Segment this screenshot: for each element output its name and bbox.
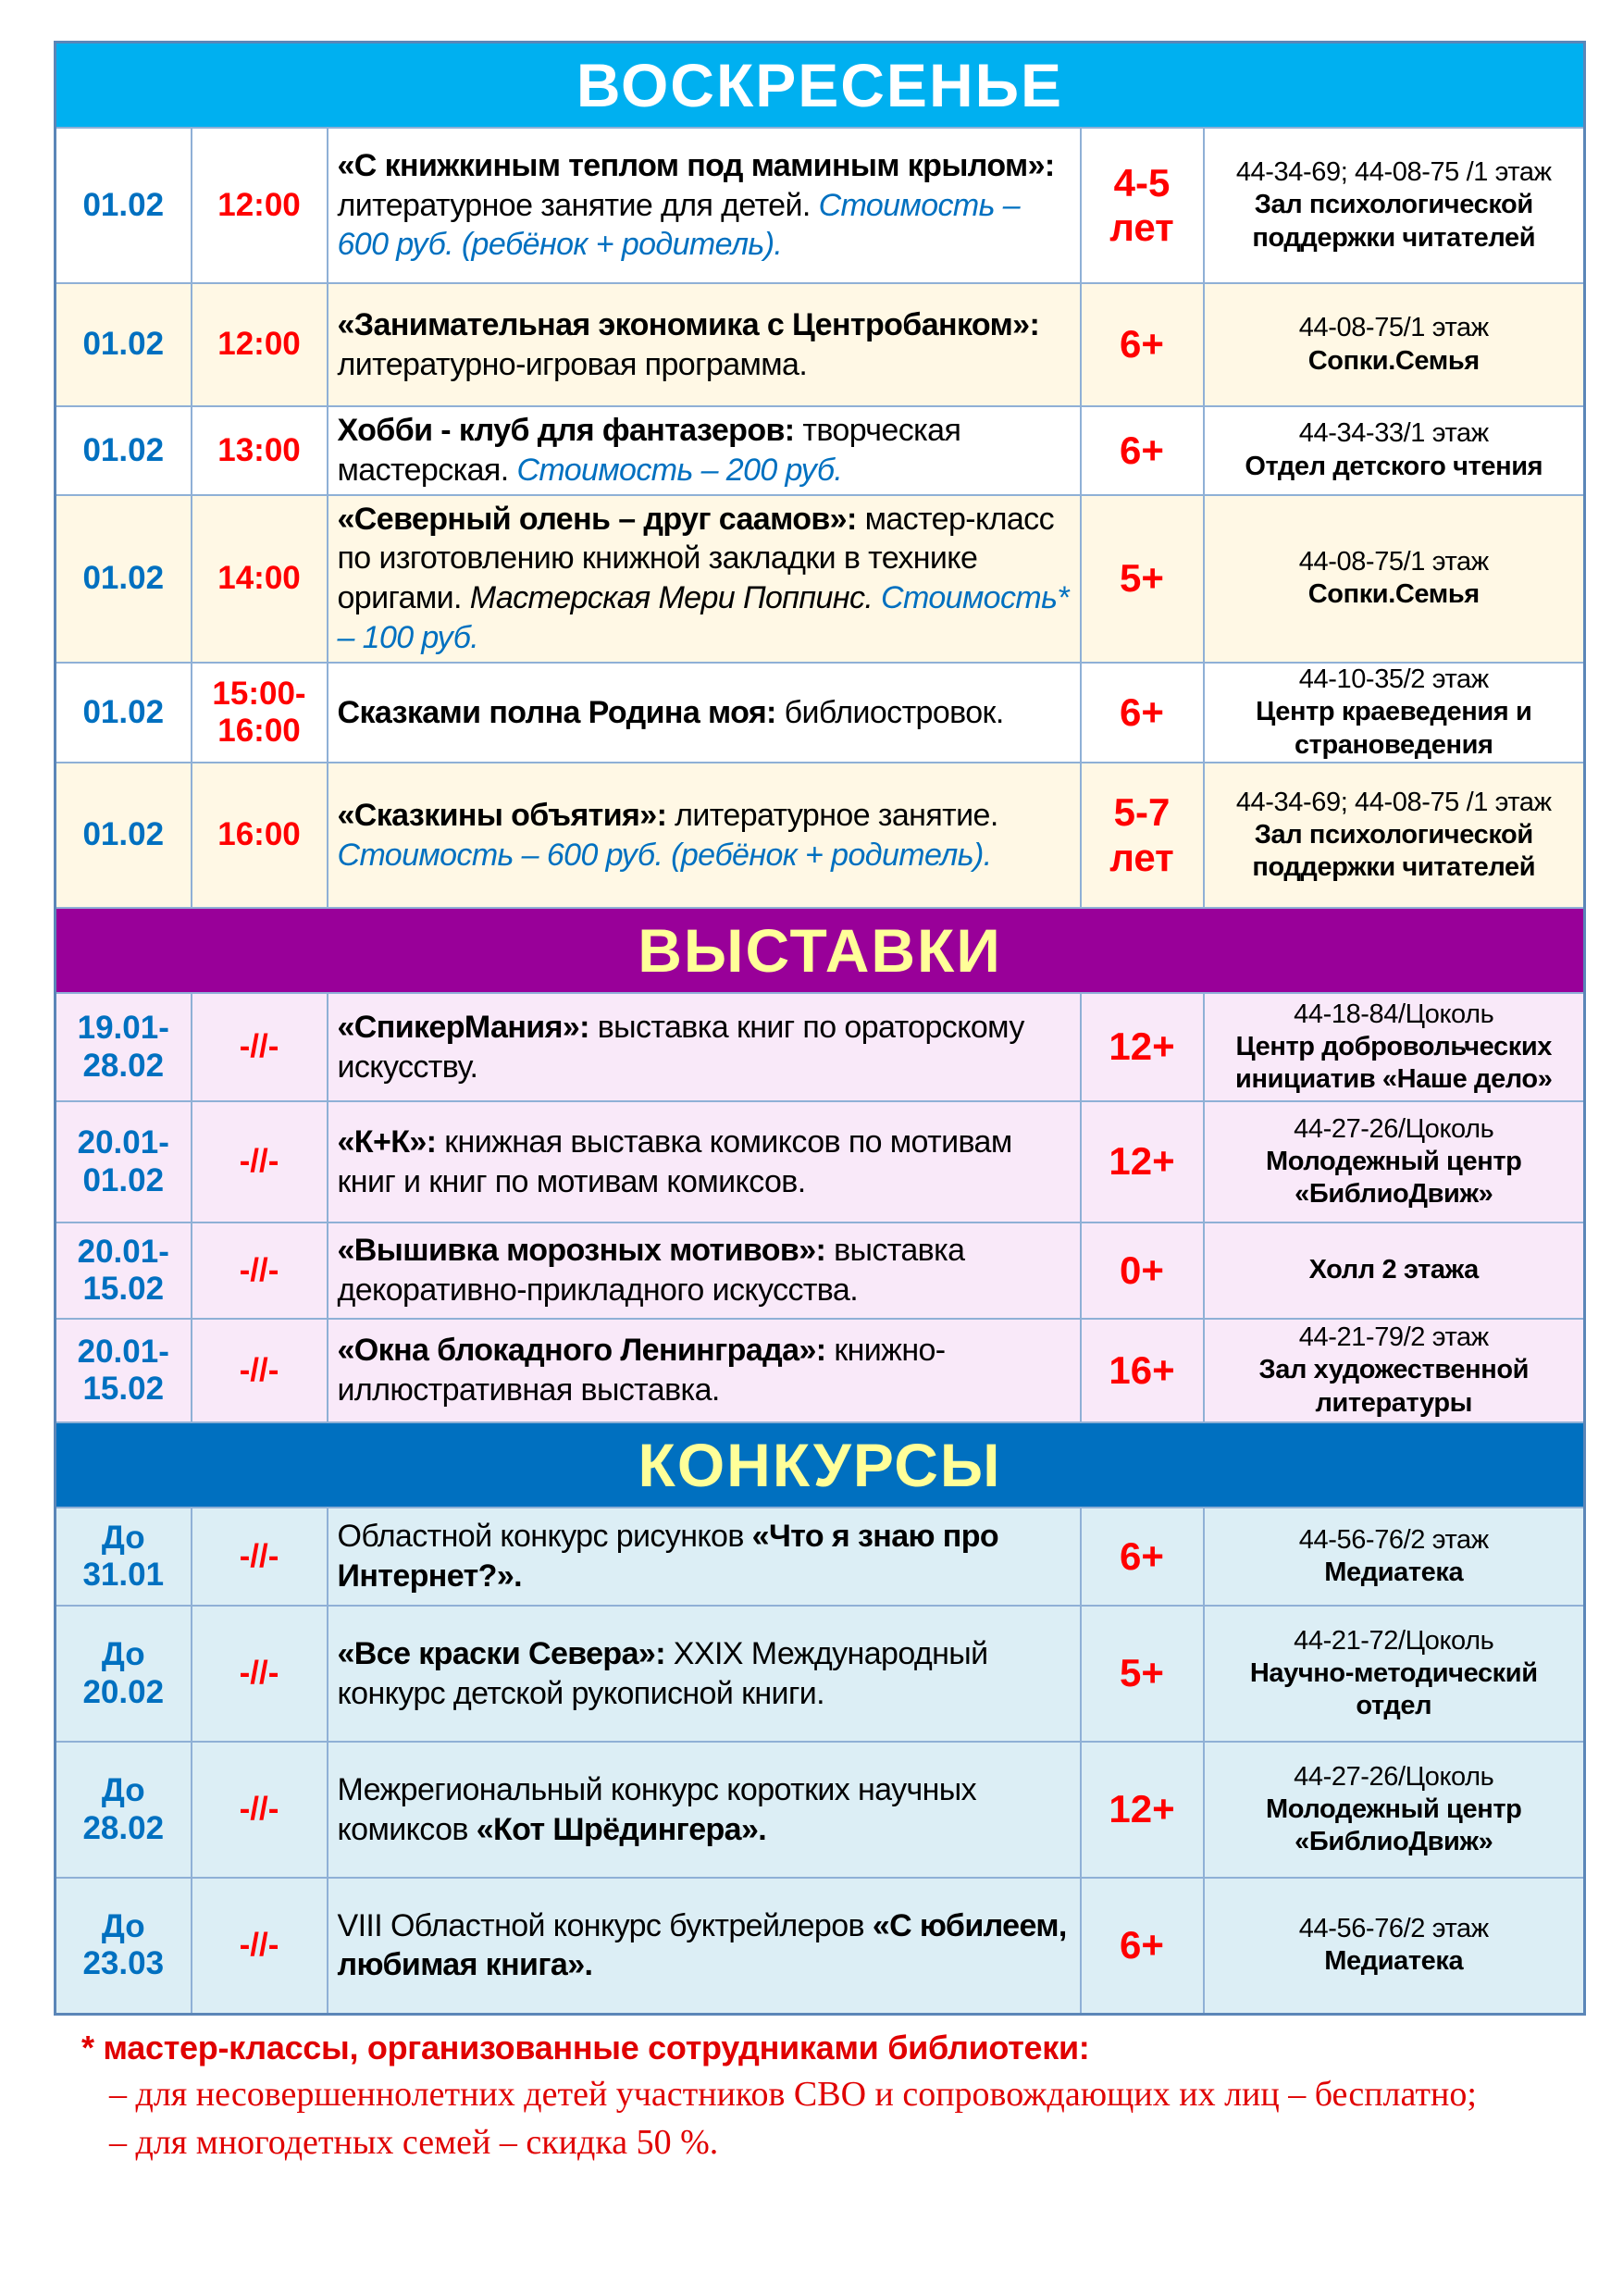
event-description [328, 1878, 1081, 2014]
event-row [56, 1878, 1585, 2014]
event-title: «Окна блокадного Ленинграда»: [337, 1333, 826, 1369]
event-text: библиостровок. [775, 694, 1004, 730]
event-description [328, 1508, 1081, 1606]
event-title: Сказками полна Родина моя: [337, 694, 776, 730]
event-location [1204, 283, 1585, 406]
event-price: Стоимость* – 100 руб. [337, 580, 1070, 656]
event-date: До 20.02 [56, 1606, 192, 1742]
event-description [328, 993, 1081, 1101]
location-phone: 44-56-76/2 этаж [1298, 1524, 1489, 1555]
event-title: «Что я знаю про Интернет?». [337, 1519, 999, 1595]
event-text: выставка книг по ораторскому искусству. [337, 1009, 1024, 1085]
event-location [1204, 1878, 1585, 2014]
event-price: Стоимость – 600 руб. (ребёнок + родитель). [337, 837, 992, 873]
event-date: 01.02 [56, 406, 192, 495]
age-rating: 12+ [1081, 1742, 1204, 1878]
age-rating: 5+ [1081, 495, 1204, 663]
event-text: XXIX Международный конкурс детской рукописной книги. [337, 1635, 988, 1711]
section-title: ВОСКРЕСЕНЬЕ [56, 43, 1585, 129]
event-time: -//- [192, 1742, 328, 1878]
age-rating: 0+ [1081, 1222, 1204, 1319]
event-row [56, 1101, 1585, 1222]
location-room: Медиатека [1324, 1946, 1464, 1977]
event-text: мастер-класс по изготовлению книжной закладки в технике оригами. [337, 501, 1054, 616]
footnote-line: – для несовершеннолетних детей участников СВО и сопровождающих их лиц – бесплатно; [109, 2075, 1477, 2114]
event-title: «Северный олень – друг саамов»: [337, 501, 857, 537]
event-description [328, 1606, 1081, 1742]
event-row [56, 1319, 1585, 1422]
location-room: Сопки.Семья [1307, 579, 1480, 610]
age-rating: 5+ [1081, 1606, 1204, 1742]
event-text: книжная выставка комиксов по мотивам книг и книг по мотивам комиксов. [337, 1123, 1012, 1199]
event-title: «К+К»: [337, 1123, 437, 1160]
location-room: Холл 2 этажа [1308, 1255, 1479, 1285]
event-title: «С книжкиным теплом под маминым крылом»: [337, 147, 1055, 183]
event-row [56, 128, 1585, 283]
location-room: Зал художественной литературы [1258, 1355, 1530, 1418]
event-location [1204, 1222, 1585, 1319]
event-location [1204, 763, 1585, 908]
event-date: 20.01-01.02 [56, 1101, 192, 1222]
section-title: КОНКУРСЫ [56, 1422, 1585, 1508]
event-location [1204, 128, 1585, 283]
event-title: «Вышивка морозных мотивов»: [337, 1233, 826, 1269]
location-phone: 44-27-26/Цоколь [1294, 1113, 1494, 1144]
event-time: -//- [192, 1606, 328, 1742]
event-time: -//- [192, 1101, 328, 1222]
event-row [56, 1606, 1585, 1742]
event-row [56, 663, 1585, 763]
event-location [1204, 1508, 1585, 1606]
location-phone: 44-10-35/2 этаж [1298, 664, 1489, 694]
event-row [56, 406, 1585, 495]
event-location [1204, 993, 1585, 1101]
location-phone: 44-34-69; 44-08-75 /1 этаж [1235, 156, 1552, 187]
location-phone: 44-08-75/1 этаж [1298, 313, 1489, 343]
event-location [1204, 1606, 1585, 1742]
event-time: -//- [192, 1508, 328, 1606]
section-header-sunday [56, 43, 1585, 129]
location-phone: 44-18-84/Цоколь [1294, 999, 1494, 1029]
event-title: «СпикерМания»: [337, 1009, 589, 1045]
event-date: 01.02 [56, 495, 192, 663]
event-title: «Занимательная экономика с Центробанком»: [337, 306, 1040, 342]
event-time: 12:00 [192, 283, 328, 406]
age-rating: 12+ [1081, 993, 1204, 1101]
event-text: литературно-игровая программа. [337, 346, 808, 382]
event-date: 19.01-28.02 [56, 993, 192, 1101]
event-date: 01.02 [56, 763, 192, 908]
location-phone: 44-56-76/2 этаж [1298, 1913, 1489, 1943]
event-date: 20.01-15.02 [56, 1222, 192, 1319]
event-text: книжно-иллюстративная выставка. [337, 1333, 946, 1409]
location-room: Отдел детского чтения [1245, 451, 1543, 481]
age-rating: 6+ [1081, 663, 1204, 763]
footnote-line: – для многодетных семей – скидка 50 %. [109, 2123, 719, 2163]
location-room: Научно-методический отдел [1249, 1657, 1538, 1721]
location-phone: 44-08-75/1 этаж [1298, 546, 1489, 577]
event-location [1204, 1742, 1585, 1878]
age-rating: 5-7 лет [1081, 763, 1204, 908]
location-room: Зал психологической поддержки читателей [1252, 190, 1536, 253]
event-description [328, 128, 1081, 283]
footnote [81, 2029, 1590, 2165]
event-time: -//- [192, 1319, 328, 1422]
age-rating: 6+ [1081, 406, 1204, 495]
event-description [328, 406, 1081, 495]
location-room: Центр добровольческих инициатив «Наше дело» [1235, 1031, 1553, 1095]
age-rating: 6+ [1081, 283, 1204, 406]
event-description [328, 763, 1081, 908]
event-row [56, 763, 1585, 908]
event-time: -//- [192, 1878, 328, 2014]
event-date: 01.02 [56, 283, 192, 406]
age-rating: 6+ [1081, 1878, 1204, 2014]
event-time: -//- [192, 1222, 328, 1319]
location-room: Молодежный центр «БиблиоДвиж» [1266, 1793, 1522, 1857]
event-text: литературное занятие. [666, 797, 998, 833]
event-time: 14:00 [192, 495, 328, 663]
event-text: Межрегиональный конкурс коротких научных комиксов [337, 1771, 977, 1847]
event-title: «С юбилеем, любимая книга». [337, 1907, 1067, 1983]
location-phone: 44-34-33/1 этаж [1298, 418, 1489, 449]
location-phone: 44-34-69; 44-08-75 /1 этаж [1235, 787, 1552, 817]
event-date: До 28.02 [56, 1742, 192, 1878]
schedule-table [54, 41, 1586, 2016]
location-phone: 44-27-26/Цоколь [1294, 1761, 1494, 1792]
event-text: литературное занятие для детей. [337, 187, 811, 223]
age-rating: 6+ [1081, 1508, 1204, 1606]
event-date: До 31.01 [56, 1508, 192, 1606]
event-text: творческая мастерская. [337, 413, 961, 488]
age-rating: 16+ [1081, 1319, 1204, 1422]
event-location [1204, 663, 1585, 763]
event-date: 01.02 [56, 663, 192, 763]
event-time: -//- [192, 993, 328, 1101]
section-title: ВЫСТАВКИ [56, 908, 1585, 993]
age-rating: 4-5 лет [1081, 128, 1204, 283]
event-description [328, 283, 1081, 406]
event-title: «Кот Шрёдингера». [476, 1811, 767, 1847]
age-rating: 12+ [1081, 1101, 1204, 1222]
location-phone: 44-21-79/2 этаж [1298, 1322, 1489, 1353]
section-header-contests [56, 1422, 1585, 1508]
event-location [1204, 1319, 1585, 1422]
section-header-exhibitions [56, 908, 1585, 993]
location-room: Молодежный центр «БиблиоДвиж» [1266, 1146, 1522, 1210]
event-title: «Сказкины объятия»: [337, 797, 667, 833]
event-location [1204, 495, 1585, 663]
location-room: Медиатека [1324, 1558, 1464, 1588]
location-room: Зал психологической поддержки читателей [1252, 819, 1536, 883]
event-date: До 23.03 [56, 1878, 192, 2014]
event-row [56, 1742, 1585, 1878]
location-room: Центр краеведения и страноведения [1256, 697, 1532, 760]
event-location [1204, 406, 1585, 495]
event-time: 15:00-16:00 [192, 663, 328, 763]
event-description [328, 1742, 1081, 1878]
event-time: 13:00 [192, 406, 328, 495]
event-description [328, 1222, 1081, 1319]
event-date: 01.02 [56, 128, 192, 283]
event-price: Стоимость – 200 руб. [508, 452, 843, 488]
event-title: Хобби - клуб для фантазеров: [337, 413, 795, 448]
event-price: Стоимость – 600 руб. (ребёнок + родитель). [337, 187, 1021, 263]
footnote-heading: * мастер-классы, организованные сотрудниками библиотеки: [81, 2029, 1090, 2066]
event-row [56, 495, 1585, 663]
event-location [1204, 1101, 1585, 1222]
location-phone: 44-21-72/Цоколь [1294, 1625, 1494, 1656]
location-room: Сопки.Семья [1307, 345, 1480, 376]
event-text: Областной конкурс рисунков [337, 1519, 752, 1555]
event-title: «Все краски Севера»: [337, 1635, 665, 1671]
event-text: выставка декоративно-прикладного искусства. [337, 1233, 965, 1309]
event-time: 16:00 [192, 763, 328, 908]
event-text: VIII Областной конкурс буктрейлеров [337, 1907, 873, 1943]
event-date: 20.01-15.02 [56, 1319, 192, 1422]
event-row [56, 993, 1585, 1101]
event-time: 12:00 [192, 128, 328, 283]
event-description [328, 495, 1081, 663]
event-row [56, 283, 1585, 406]
event-description [328, 1101, 1081, 1222]
event-row [56, 1508, 1585, 1606]
event-text: Мастерская Мери Поппинс. [461, 580, 873, 616]
event-description [328, 663, 1081, 763]
event-row [56, 1222, 1585, 1319]
event-description [328, 1319, 1081, 1422]
